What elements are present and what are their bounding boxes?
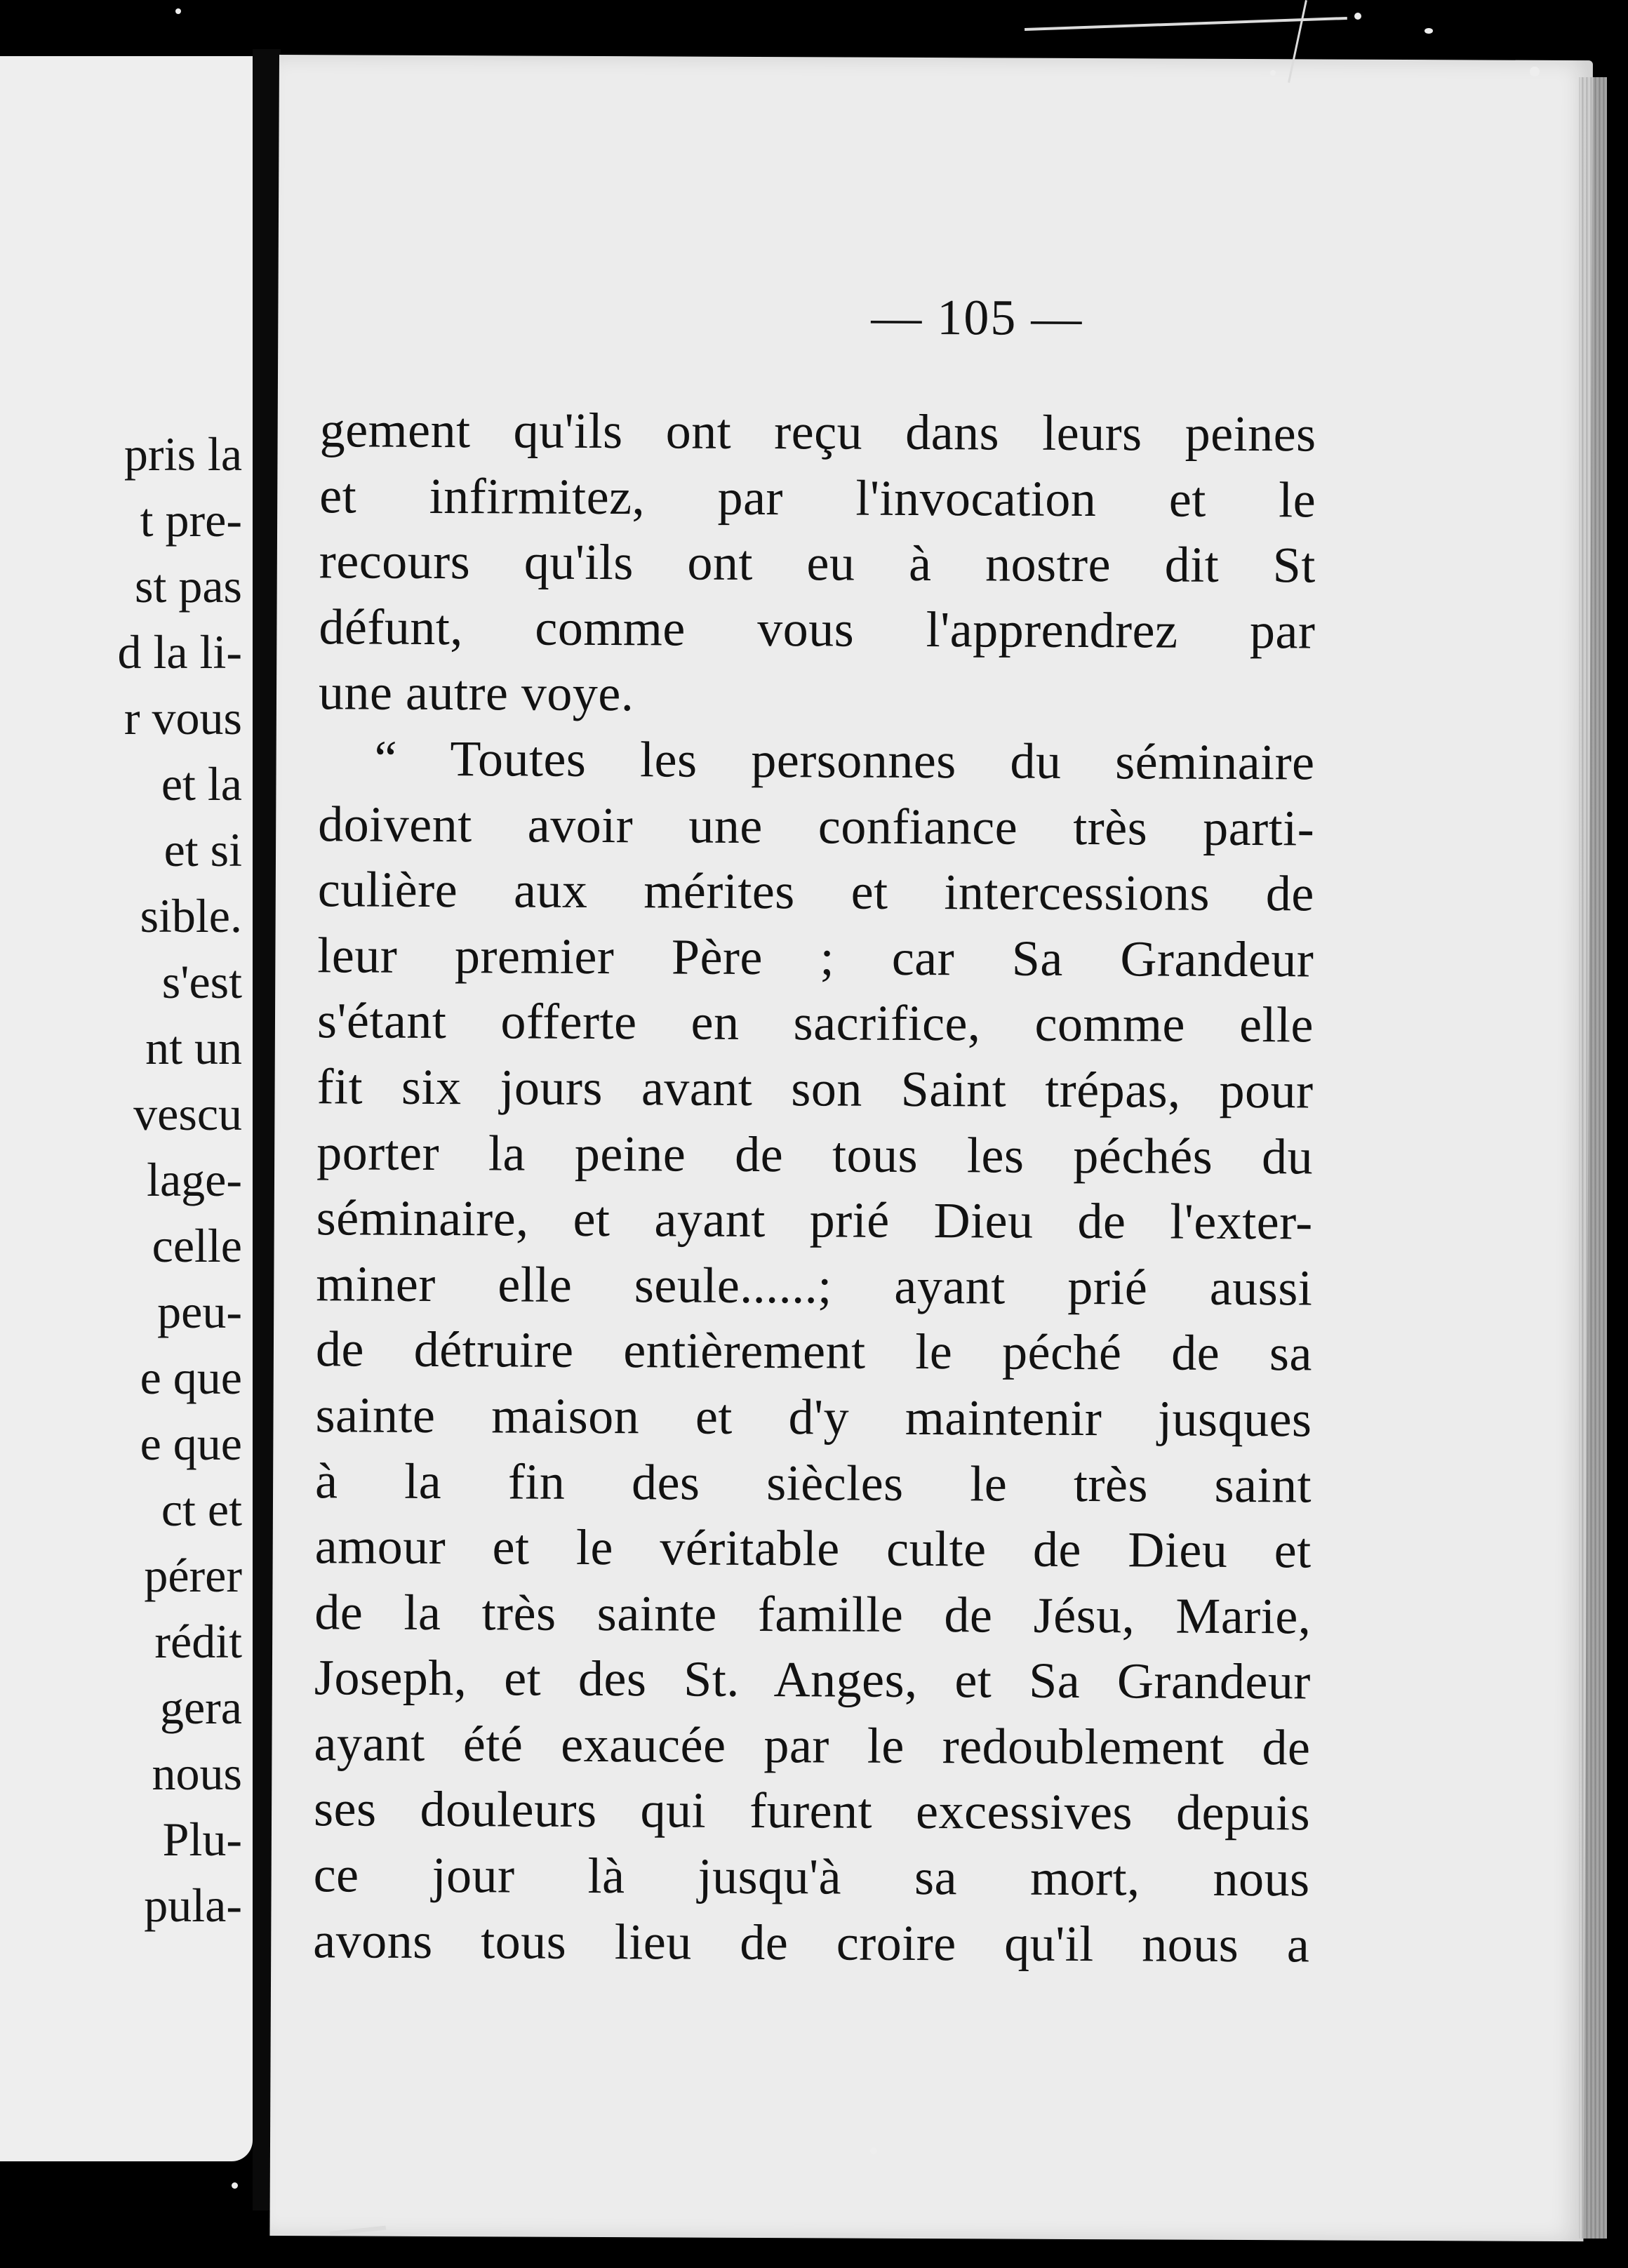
current-page (269, 55, 1593, 2241)
previous-page-line: vescu (133, 1087, 242, 1140)
previous-page-line: pula- (144, 1879, 242, 1932)
previous-page-line: celle (152, 1219, 242, 1272)
previous-page-line: r vous (124, 691, 242, 745)
previous-page-line: nous (152, 1747, 242, 1800)
body-line: à la fin des siècles le très saint (314, 1452, 1312, 1513)
body-line: ayant été exaucée par le redoublement de (314, 1715, 1311, 1776)
body-line: recours qu'ils ont eu à nostre dit St (319, 533, 1316, 594)
previous-page-line: e que (140, 1417, 242, 1470)
scan-speck (870, 2147, 877, 2154)
previous-page-line: pris la (124, 427, 242, 481)
previous-page-line: et la (161, 757, 242, 811)
page-number: — 105 — (871, 288, 1083, 347)
body-line: porter la peine de tous les péchés du (316, 1123, 1314, 1185)
previous-page-line: e que (140, 1351, 242, 1404)
previous-page-line: peu- (157, 1285, 242, 1338)
body-line: séminaire, et ayant prié Dieu de l'exter- (316, 1189, 1313, 1250)
body-line: et infirmitez, par l'invocation et le (319, 467, 1316, 528)
body-line: leur premier Père ; car Sa Grandeur (317, 927, 1314, 988)
body-line: ses douleurs qui furent excessives depuis (313, 1780, 1311, 1841)
body-line: de la très sainte famille de Jésu, Marie, (314, 1583, 1312, 1645)
scan-speck (1424, 28, 1433, 34)
previous-page-line: et si (164, 823, 242, 876)
previous-page-line: Plu- (162, 1813, 242, 1866)
body-line: défunt, comme vous l'apprendrez par (319, 599, 1316, 660)
previous-page-line: gera (159, 1681, 242, 1734)
body-line: sainte maison et d'y maintenir jusques (315, 1387, 1312, 1448)
body-line: fit six jours avant son Saint trépas, pour (316, 1058, 1314, 1119)
previous-page-line: t pre- (140, 493, 242, 547)
body-line: “ Toutes les personnes du séminaire (374, 730, 1315, 791)
previous-page-line: nt un (145, 1021, 242, 1074)
body-line: une autre voye. (318, 664, 634, 722)
body-line: amour et le véritable culte de Dieu et (314, 1518, 1312, 1579)
body-line: avons tous lieu de croire qu'il nous a (313, 1912, 1310, 1973)
body-line: miner elle seule......; ayant prié aussi (316, 1255, 1313, 1316)
previous-page-text (0, 421, 242, 1938)
previous-page-fragment (0, 56, 253, 2161)
scan-speck (1530, 67, 1540, 76)
previous-page-line: d la li- (117, 625, 242, 679)
previous-page-line: lage- (147, 1153, 242, 1206)
body-line: s'étant offerte en sacrifice, comme elle (316, 992, 1314, 1053)
scan-speck (1270, 70, 1276, 76)
body-line: doivent avoir une confiance très parti- (318, 795, 1315, 857)
body-line: gement qu'ils ont reçu dans leurs peines (319, 401, 1316, 462)
scan-speck (1354, 13, 1361, 20)
body-line: ce jour là jusqu'à sa mort, nous (313, 1846, 1310, 1907)
body-line: Joseph, et des St. Anges, et Sa Grandeur (314, 1649, 1312, 1710)
previous-page-line: s'est (161, 955, 242, 1008)
previous-page-line: st pas (135, 559, 242, 613)
scan-speck (175, 8, 181, 14)
page-body-text (313, 397, 1316, 1977)
previous-page-line: pérer (144, 1549, 242, 1602)
body-line: de détruire entièrement le péché de sa (315, 1321, 1313, 1382)
previous-page-line: sible. (140, 889, 242, 942)
scan-speck (232, 2182, 238, 2189)
previous-page-line: rédit (154, 1615, 242, 1668)
body-line: culière aux mérites et intercessions de (317, 861, 1314, 922)
previous-page-line: ct et (161, 1483, 242, 1536)
page-edge-stack (1579, 77, 1607, 2239)
